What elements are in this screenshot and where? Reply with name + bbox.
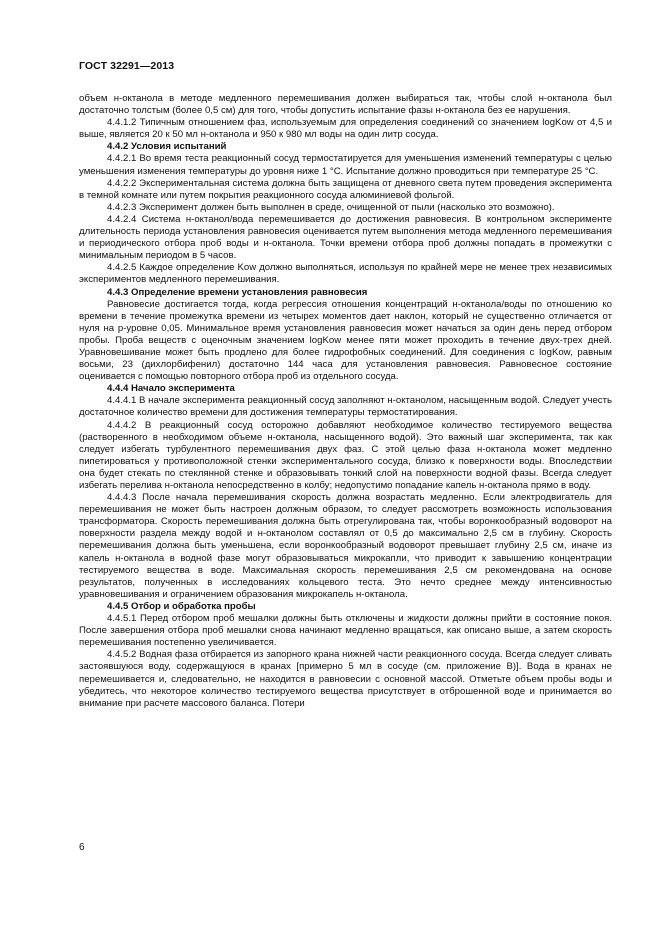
paragraph: Равновесие достигается тогда, когда регрессия отношения концентраций н-октанола/воды по отношению ко времени в течение промежутка времени из четырех моментов дает наклон, который не существенно отличается от нуля на р-уровне 0,05. Минимальное время установления равновесия может начаться за один день перед отбором пробы. Проба веществ с оценочным значением logKow менее пяти может проходить в течение двух-трех дней. Уравновешивание может быть продлено для более гидрофобных соединений. Для соединения с logKow, равным восьми, 23 (дихлорбифенил) достаточно 144 часа для установления равновесия. Равновесное состояние оценивается с помощью повторного отбора проб из отдельного сосуда. bbox=[79, 298, 612, 383]
paragraph: 4.4.4.1 В начале эксперимента реакционный сосуд заполняют н-октанолом, насыщенным водой. Следует учесть достаточное количество времени для достижения температуры термостатирования. bbox=[79, 395, 612, 419]
paragraph: 4.4.2.4 Система н-октанол/вода перемешивается до достижения равновесия. В контрольном эксперименте длительность периода установления равновесия оценивается путем выполнения метода медленного перемешивания и периодического отбора проб воды и н-октанола. Точки времени отбора проб должны попадать в промежутки с минимальным периодом в 5 часов. bbox=[79, 213, 612, 262]
document-body bbox=[79, 93, 612, 710]
page-number: 6 bbox=[79, 842, 85, 853]
paragraph: 4.4.1.2 Типичным отношением фаз, используемым для определения соединений со значением logKow от 4,5 и выше, является 20 к 50 мл н-октанола и 950 к 980 мл воды на один литр сосуда. bbox=[79, 117, 612, 141]
paragraph: 4.4.4.2 В реакционный сосуд осторожно добавляют необходимое количество тестируемого вещества (растворенного в необходимом объеме н-октанола, насыщенного водой). Это важный шаг эксперимента, так как следует избегать турбулентного перемешивания двух фаз. С этой целью фаза н-октанола может медленно пипетироваться у противоположной стенки экспериментального сосуда, близко к поверхности воды. Впоследствии она будет стекать по стеклянной стенке и образовывать тонкий слой на поверхности водной фазы. Всегда следует избегать перелива н-октанола непосредственно в колбу; недопустимо попадание капель н-октанола прямо в воду. bbox=[79, 419, 612, 491]
paragraph: 4.4.2.2 Экспериментальная система должна быть защищена от дневного света путем проведения эксперимента в темной комнате или путем покрытия реакционного сосуда алюминиевой фольгой. bbox=[79, 177, 612, 201]
paragraph: 4.4.5.2 Водная фаза отбирается из запорного крана нижней части реакционного сосуда. Всегда следует сливать застоявшуюся воду, содержащуюся в кранах [примерно 5 мл в сосуде (см. приложение В)]. Вода в кранах не перемешивается и, следовательно, не находится в равновесии с основной массой. Отметьте объем пробы воды и убедитесь, что некоторое количество тестируемого вещества присутствует в отброшенной воде и принимается во внимание при расчете массового баланса. Потери bbox=[79, 649, 612, 709]
paragraph: 4.4.2.5 Каждое определение Kow должно выполняться, используя по крайней мере не менее трех независимых экспериментов медленного перемешивания. bbox=[79, 262, 612, 286]
paragraph: объем н-октанола в методе медленного перемешивания должен выбираться так, чтобы слой н-октанола был достаточно толстым (более 0,5 см) для того, чтобы допустить испытание фазы н-октанола без ее нарушения. bbox=[79, 93, 612, 117]
paragraph: 4.4.2.1 Во время теста реакционный сосуд термостатируется для уменьшения изменений температуры с целью уменьшения изменения температуры до уровня ниже 1 °С. Испытание должно проводиться при температуре 25 °С. bbox=[79, 153, 612, 177]
section-heading: 4.4.3 Определение времени установления равновесия bbox=[107, 286, 368, 298]
section-heading: 4.4.5 Отбор и обработка пробы bbox=[107, 600, 256, 612]
paragraph: 4.4.5.1 Перед отбором проб мешалки должны быть отключены и жидкости должны прийти в состояние покоя. После завершения отбора проб мешалки снова начинают медленно вращаться, как описано выше, а затем скорость перемешивания постепенно увеличивается. bbox=[79, 613, 612, 649]
document-header: ГОСТ 32291—2013 bbox=[79, 60, 175, 72]
paragraph: 4.4.4.3 После начала перемешивания скорость должна возрастать медленно. Если электродвигатель для перемешивания не может быть настроен должным образом, то следует рассмотреть возможность использования трансформатора. Скорость перемешивания должна быть отрегулирована так, чтобы воронкообразный водоворот на поверхности раздела между водой и н-октанолом составлял от 0,5 до максимально 2,5 см в глубину. Скорость перемешивания должна быть уменьшена, если воронкообразный водоворот превышает глубину 2,5 см, иначе из капель н-октанола в водной фазе могут образовываться микрокапли, что приводит к завышению концентрации тестируемого вещества в воде. Максимальная скорость перемешивания 2,5 см рекомендована на основе результатов, полученных в исследованиях кольцевого теста. Это нечто среднее между интенсивностью уравновешивания и ограничением образования микрокапель н-октанола. bbox=[79, 492, 612, 600]
paragraph: 4.4.2.3 Эксперимент должен быть выполнен в среде, очищенной от пыли (насколько это возможно). bbox=[107, 201, 555, 213]
section-heading: 4.4.4 Начало эксперимента bbox=[107, 383, 235, 395]
section-heading: 4.4.2 Условия испытаний bbox=[107, 141, 227, 153]
